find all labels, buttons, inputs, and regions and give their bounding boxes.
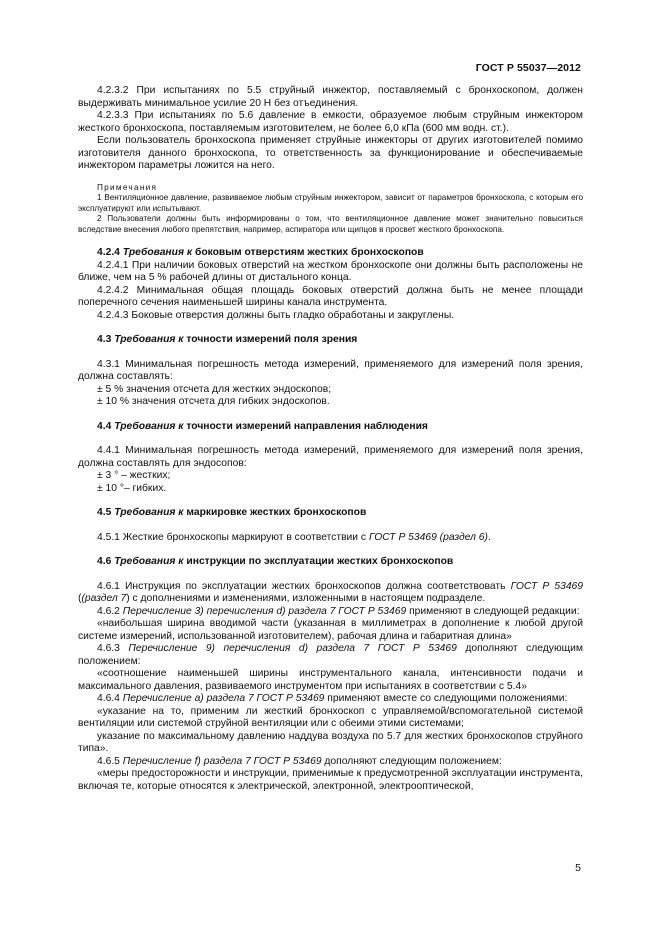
paragraph-4-2-4-2: 4.2.4.2 Минимальная общая площадь боковых отверстий должна быть не менее площади поперечного сечения наименьшей ширины канала инструмента. <box>78 284 583 309</box>
heading-4-6: 4.6 Требования к инструкции по эксплуатации жестких бронхоскопов <box>97 556 454 568</box>
note-2: 2 Пользователи должны быть информированы о том, что вентиляционное давление может значительно повыситься вследствие внесения любого препятствия, например, аспиратора или щипцов в просвет жесткого бронхоскопа. <box>78 214 583 234</box>
heading-4-5: 4.5 Требования к маркировке жестких бронхоскопов <box>97 507 367 519</box>
paragraph-4-2-3-2: 4.2.3.2 При испытаниях по 5.5 струйный инжектор, поставляемый с бронхоскопом, должен выдерживать минимальное усилие 20 Н без отъединения. <box>78 85 583 109</box>
note-1: 1 Вентиляционное давление, развиваемое любым струйным инжектором, зависит от параметров бронхоскопа, с которым его эксплуатируют или испытывают. <box>78 193 583 213</box>
list-item-4-4-1-b: ± 10 °– гибких. <box>97 482 167 494</box>
heading-4-4: 4.4 Требования к точности измерений направления наблюдения <box>97 420 428 432</box>
document-body <box>78 85 583 793</box>
paragraph-4-4-1: 4.4.1 Минимальная погрешность метода измерений, применяемого для измерений поля зрения, должна составлять для эндосопов: <box>78 445 583 469</box>
quote-4-6-5: «меры предосторожности и инструкции, применимые к предусмотренной эксплуатации инструмента, включая те, которые относятся к электрической, электронной, электрооптической, <box>78 768 583 792</box>
paragraph-4-2-3-3: 4.2.3.3 При испытаниях по 5.6 давление в емкости, образуемое любым струйным инжектором жесткого бронхоскопа, поставляемым изготовителем, не более 6,0 кПа (600 мм водн. ст.). <box>78 110 583 134</box>
notes-block <box>78 183 583 236</box>
notes-caption: Примечания <box>97 182 158 192</box>
page-number: 5 <box>575 862 581 874</box>
list-item-4-3-1-a: ± 5 % значения отсчета для жестких эндоскопов; <box>97 383 332 395</box>
quote-4-6-4-a: «указание на то, применим ли жесткий бронхоскоп с управляемой/вспомогательной системой вентиляции или системой струйной вентиляции или с обеими этими системами; <box>78 705 583 730</box>
heading-4-2-4: 4.2.4 Требования к боковым отверстиям жестких бронхоскопов <box>97 247 424 259</box>
paragraph-4-2-4-3: 4.2.4.3 Боковые отверстия должны быть гладко обработаны и закруглены. <box>97 309 455 321</box>
list-item-4-3-1-b: ± 10 % значения отсчета для гибких эндоскопов. <box>97 396 330 408</box>
quote-4-6-4-b: указание по максимальному давлению наддува воздуха по 5.7 для жестких бронхоскопов струйного типа». <box>78 730 583 755</box>
paragraph-4-6-4: 4.6.4 Перечисление а) раздела 7 ГОСТ Р 53469 применяют вместе со следующими положениями: <box>97 693 568 705</box>
heading-4-3: 4.3 Требования к точности измерений поля зрения <box>97 334 358 346</box>
quote-4-6-3: «соотношение наименьшей ширины инструментального канала, интенсивности подачи и максимального давления, развиваемого инструментом при испытаниях в соответствии с 5.4» <box>78 668 583 692</box>
paragraph-4-6-3: 4.6.3 Перечисление 9) перечисления d) раздела 7 ГОСТ Р 53469 дополняют следующим положением: <box>78 643 583 667</box>
paragraph-4-5-1: 4.5.1 Жесткие бронхоскопы маркируют в соответствии с ГОСТ Р 53469 (раздел 6). <box>97 531 491 543</box>
paragraph-4-3-1: 4.3.1 Минимальная погрешность метода измерений, применяемого для измерений поля зрения, должна составлять: <box>78 358 583 383</box>
quote-4-6-2: «наибольшая ширина вводимой части (указанная в миллиметрах в дополнение к любой другой системе измерений, использованной изготовителем), рабочая длина и габаритная длина» <box>78 618 583 642</box>
paragraph-4-2-4-1: 4.2.4.1 При наличии боковых отверстий на жестком бронхоскопе они должны быть расположены не ближе, чем на 5 % рабочей длины от дистального конца. <box>78 259 583 284</box>
paragraph-user-responsibility: Если пользователь бронхоскопа применяет струйные инжекторы от других изготовителей помимо изготовителя данного бронхоскопа, то ответственность за функционирование и обеспечиваемые инжектором параметры ложится на него. <box>78 135 583 171</box>
paragraph-4-6-2: 4.6.2 Перечисление 3) перечисления d) раздела 7 ГОСТ Р 53469 применяют в следующей редакции: <box>97 605 580 617</box>
paragraph-4-6-1: 4.6.1 Инструкция по эксплуатации жестких бронхоскопов должна соответствовать ГОСТ Р 53469 ((раздел 7) с дополнениями и изменениями, изложенными в настоящем подразделе. <box>78 580 584 605</box>
list-item-4-4-1-a: ± 3 ° – жестких; <box>97 470 171 482</box>
paragraph-4-6-5: 4.6.5 Перечисление f) раздела 7 ГОСТ Р 53469 дополняют следующим положением: <box>97 755 502 767</box>
document-header: ГОСТ Р 55037—2012 <box>475 62 581 74</box>
